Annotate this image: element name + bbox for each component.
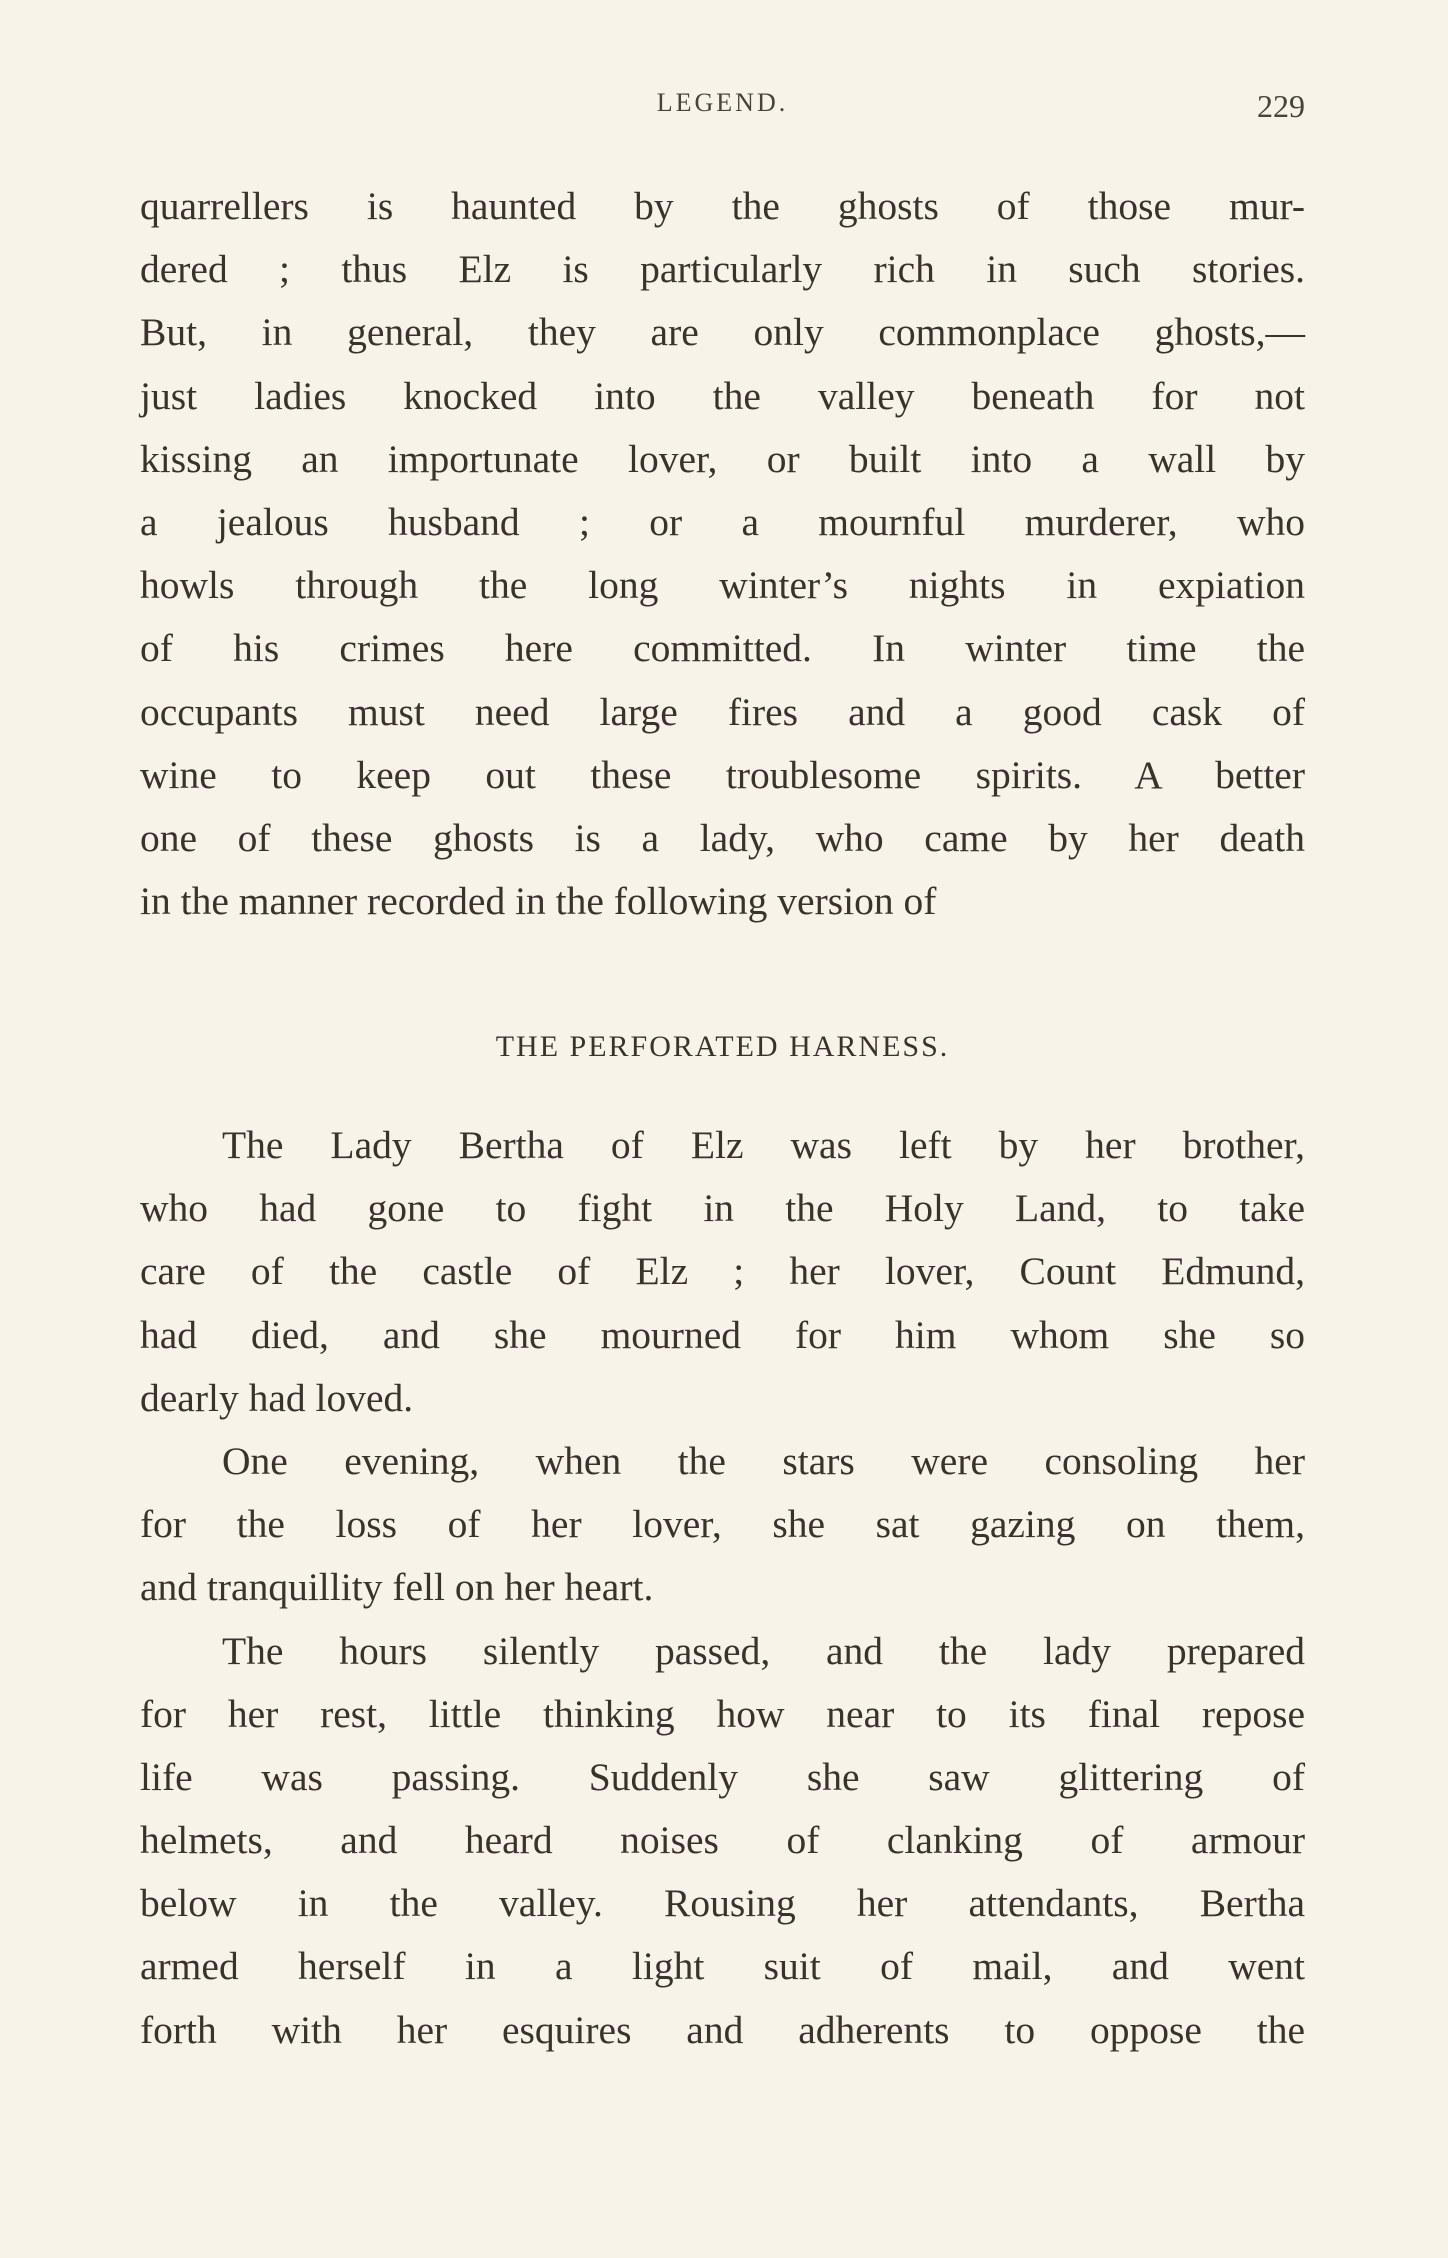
paragraph-the-hours (140, 1620, 1305, 2062)
text-line: forth with her esquires and adherents to oppose the (140, 2007, 1305, 2052)
text-line: armed herself in a light suit of mail, and went (140, 1944, 1305, 1989)
text-line: just ladies knocked into the valley beneath for not (140, 373, 1305, 418)
text-line: a jealous husband ; or a mournful murderer, who (140, 499, 1305, 544)
text-line: of his crimes here committed. In winter time the (140, 626, 1305, 671)
text-line: for the loss of her lover, she sat gazing on them, (140, 1502, 1305, 1547)
text-line: care of the castle of Elz ; her lover, Count Edmund, (140, 1249, 1305, 1294)
text-line: The Lady Bertha of Elz was left by her brother, (222, 1123, 1305, 1167)
paragraph-ghost-stories (140, 175, 1305, 933)
text-line: howls through the long winter’s nights in expiation (140, 563, 1305, 608)
text-line: quarrellers is haunted by the ghosts of those mur- (140, 184, 1305, 228)
text-line: dearly had loved. (140, 1375, 414, 1420)
text-line: kissing an importunate lover, or built into a wall by (140, 436, 1305, 481)
text-line: occupants must need large fires and a good cask of (140, 689, 1305, 734)
text-line: The hours silently passed, and the lady prepared (222, 1628, 1305, 1673)
text-line: wine to keep out these troublesome spirits. A better (140, 752, 1305, 797)
text-line: had died, and she mourned for him whom she so (140, 1312, 1305, 1357)
text-line: one of these ghosts is a lady, who came by her death (140, 815, 1305, 860)
text-line: One evening, when the stars were consoling her (222, 1438, 1305, 1483)
text-line: in the manner recorded in the following version of (140, 879, 937, 924)
paragraph-one-evening (140, 1430, 1305, 1620)
text-line: who had gone to fight in the Holy Land, to take (140, 1186, 1305, 1231)
section-heading: THE PERFORATED HARNESS. (495, 1030, 950, 1063)
text-line: dered ; thus Elz is particularly rich in such stories. (140, 247, 1305, 292)
text-line: helmets, and heard noises of clanking of armour (140, 1818, 1305, 1863)
text-line: But, in general, they are only commonplace ghosts,— (140, 310, 1305, 355)
page-number: 229 (1257, 88, 1305, 124)
paragraph-lady-bertha (140, 1114, 1305, 1430)
story-body (140, 1114, 1305, 2062)
text-line: for her rest, little thinking how near to its final repose (140, 1691, 1305, 1736)
running-title: LEGEND. (656, 88, 789, 117)
text-line: below in the valley. Rousing her attendants, Bertha (140, 1881, 1305, 1926)
text-line: and tranquillity fell on her heart. (140, 1565, 654, 1610)
running-head (140, 88, 1305, 128)
text-line: life was passing. Suddenly she saw glittering of (140, 1754, 1305, 1799)
